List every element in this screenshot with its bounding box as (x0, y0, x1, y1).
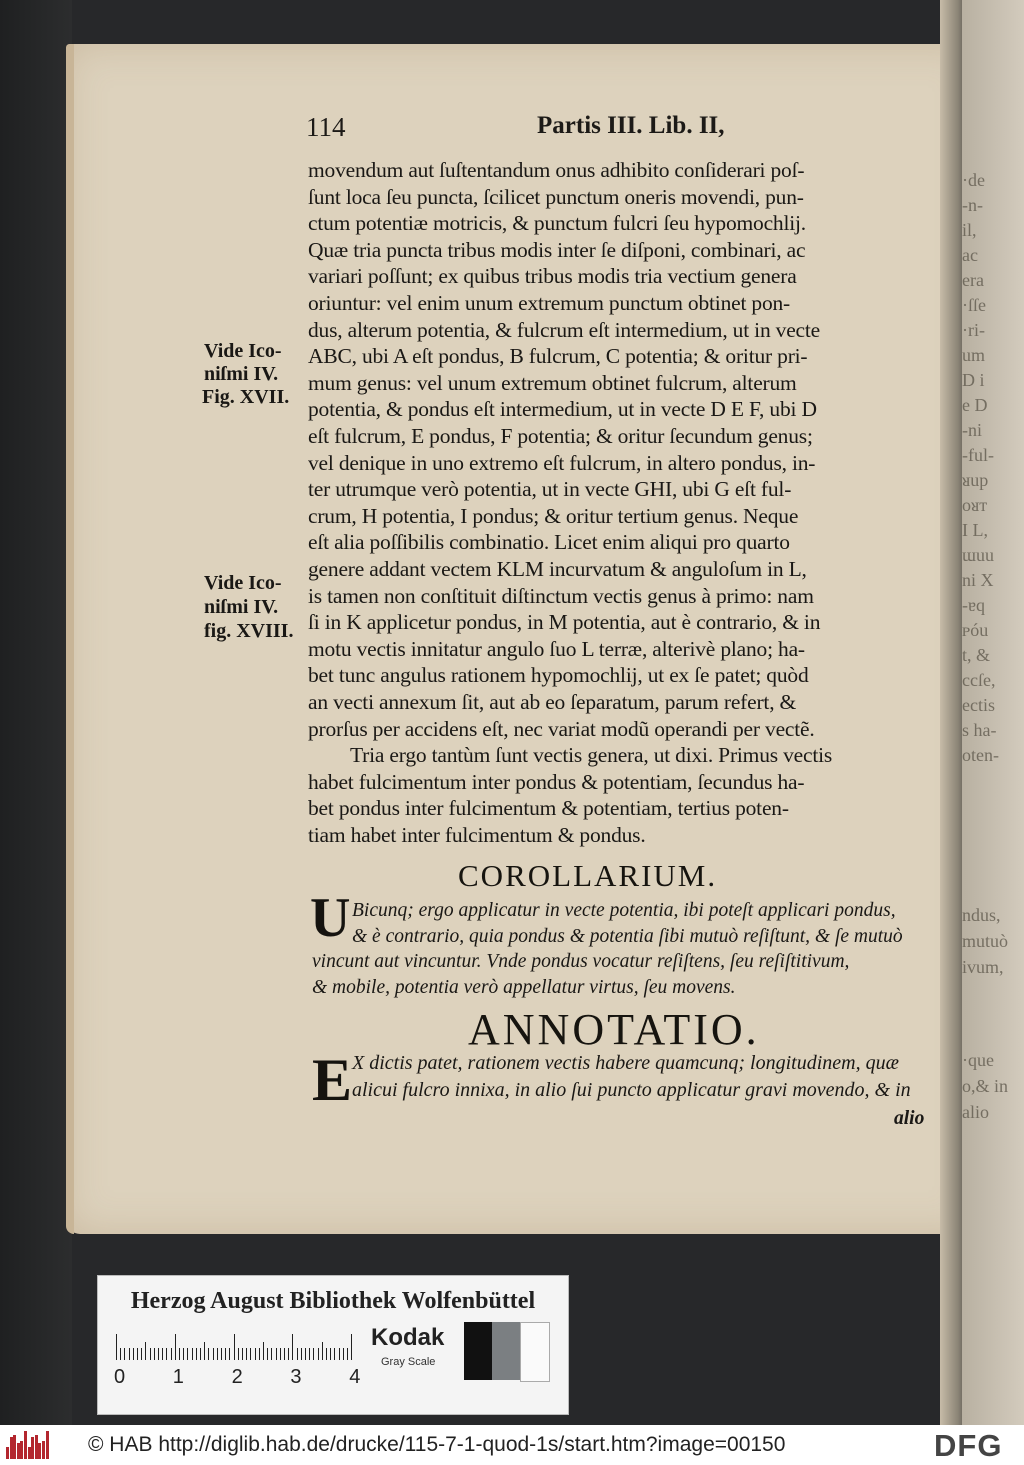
ruler-tick (347, 1348, 348, 1360)
ruler-tick (238, 1348, 239, 1360)
ruler-tick (171, 1348, 172, 1360)
logo-bar (28, 1447, 31, 1459)
bleed-fragment: ·de (962, 170, 985, 190)
bleed-fragment: s ha- (962, 720, 997, 740)
ruler-number: 0 (114, 1366, 126, 1388)
black-swatch (464, 1322, 492, 1380)
ruler-tick (162, 1348, 163, 1360)
ruler-tick (166, 1348, 167, 1360)
ruler-tick (276, 1348, 277, 1360)
ruler-tick (313, 1348, 314, 1360)
ruler-tick (234, 1334, 235, 1360)
body-line: mum genus: vel unum extremum obtinet fulcrum, alterum (308, 370, 797, 395)
body-line: an vecti annexum ſit, aut ab eo ſeparatum, parum refert, & (308, 690, 797, 714)
ruler-tick (120, 1348, 121, 1360)
bleed-fragment: il, (962, 220, 977, 240)
ruler-tick (158, 1348, 159, 1360)
ruler-tick (179, 1348, 180, 1360)
bleed-fragment: I L, (962, 520, 988, 540)
corollarium-heading: COROLLARIUM. (458, 858, 718, 893)
hab-logo-icon (6, 1431, 50, 1459)
kodak-logo: Kodak (371, 1324, 445, 1351)
corollarium-line: vincunt aut vincuntur. Vnde pondus vocatur reſiſtens, ſeu reſiſtitivum, (312, 951, 850, 972)
ruler-tick (129, 1348, 130, 1360)
bleed-fragment: ·ſſe (962, 295, 986, 315)
ruler-tick (297, 1348, 298, 1360)
gray-scale-text: Gray Scale (381, 1356, 436, 1368)
bleed-fragment: ivum, (962, 957, 1004, 977)
body-line: motu vectis innitatur angulo ſuo L terræ, alterivè plano; ha- (308, 636, 805, 661)
book-cover-shadow (0, 0, 72, 1425)
bleed-fragment: o,& in (962, 1076, 1009, 1096)
ruler-tick (309, 1348, 310, 1360)
ruler-tick (221, 1348, 222, 1360)
margin-note-line: Fig. XVII. (202, 386, 290, 408)
logo-bar (35, 1435, 38, 1459)
corollarium-drop-cap: U (310, 887, 351, 949)
logo-bar (46, 1431, 49, 1459)
logo-bar (42, 1441, 45, 1459)
ruler-tick (267, 1348, 268, 1360)
body-line: genere addant vectem KLM incurvatum & anguloſum in L, (308, 557, 807, 581)
annotatio-heading: ANNOTATIO. (468, 1005, 760, 1054)
body-line: tiam habet inter fulcimentum & pondus. (308, 823, 646, 847)
page-number: 114 (306, 112, 346, 142)
bleed-fragment: e D (962, 395, 988, 415)
ruler-tick (204, 1342, 205, 1360)
bleed-fragment: ac (962, 245, 978, 265)
ruler-tick (208, 1348, 209, 1360)
ruler-tick (339, 1348, 340, 1360)
ruler-tick (187, 1348, 188, 1360)
ruler-tick (196, 1348, 197, 1360)
ruler-tick (259, 1348, 260, 1360)
corollarium-line: & è contrario, quia pondus & potentia ſibi mutuò reſiſtunt, & ſe mutuò (352, 925, 903, 947)
annotatio-drop-cap: E (312, 1047, 353, 1113)
corollarium-line: & mobile, potentia verò appellatur virtus, ſeu movens. (312, 976, 736, 998)
bleed-fragment: ɯuu (962, 545, 995, 565)
ruler-tick (229, 1348, 230, 1360)
ruler-tick (330, 1348, 331, 1360)
margin-note-line: niſmi IV. (204, 596, 279, 618)
ruler-tick (246, 1348, 247, 1360)
ruler-tick (192, 1348, 193, 1360)
annotatio-line: alicui fulcro innixa, in alio ſui puncto applicatur gravi movendo, & in (352, 1079, 911, 1101)
bleed-fragment: t, & (962, 645, 991, 665)
bleed-fragment: ndus, (962, 905, 1001, 925)
logo-bar (38, 1443, 41, 1459)
body-line: crum, H potentia, I pondus; & oritur tertium genus. Neque (308, 503, 799, 528)
logo-bar (24, 1431, 27, 1459)
footer-bar (0, 1425, 1024, 1465)
bleed-fragment: -ni (962, 420, 982, 440)
ruler-tick (322, 1342, 323, 1360)
body-line: ſunt loca ſeu puncta, ſcilicet punctum oneris movendi, pun- (308, 184, 804, 209)
body-line: prorſus per accidens eſt, nec variat modũ operandi per vectẽ. (308, 716, 815, 741)
margin-note-line: fig. XVIII. (204, 620, 294, 642)
body-line: Tria ergo tantùm ſunt vectis genera, ut dixi. Primus vectis (350, 743, 833, 768)
ruler-tick (301, 1348, 302, 1360)
library-name: Herzog August Bibliothek Wolfenbüttel (130, 1288, 536, 1314)
body-line: eſt fulcrum, E pondus, F potentia; & oritur ſecundum genus; (308, 424, 813, 448)
bleed-fragment: ccſe, (962, 670, 996, 690)
ruler-tick (250, 1348, 251, 1360)
corollarium-line: Bicunq; ergo applicatur in vecte potentia, ibi poteſt applicari pondus, (352, 900, 896, 921)
annotatio-line: X dictis patet, rationem vectis habere quamcunq; longitudinem, quæ (352, 1052, 899, 1074)
ruler-tick (242, 1348, 243, 1360)
white-swatch (520, 1322, 550, 1382)
ruler-tick (183, 1348, 184, 1360)
ruler-number: 2 (231, 1366, 243, 1388)
dfg-logo: DFG (934, 1428, 1003, 1463)
library-color-calibration-label (97, 1275, 569, 1415)
body-line: is tamen non conſtituit diſtinctum vectis genus à primo: nam (308, 583, 814, 608)
body-line: ter utrumque verò potentia, ut in vecte GHI, ubi G eſt ful- (308, 477, 792, 502)
bleed-fragment: ᴚup (962, 470, 989, 490)
ruler-tick (263, 1342, 264, 1360)
margin-note-line: Vide Ico- (204, 572, 282, 594)
logo-bar (17, 1443, 20, 1459)
running-head: Partis III. Lib. II, (537, 112, 725, 139)
body-line: potentia, & pondus eſt intermedium, ut in vecte D E F, ubi D (308, 397, 817, 422)
ruler-tick (133, 1348, 134, 1360)
bleed-fragment: -n- (962, 195, 983, 215)
bleed-fragment: oten- (962, 745, 999, 765)
ruler-tick (255, 1348, 256, 1360)
body-line: bet pondus inter fulcimentum & potentiam, tertius poten- (308, 796, 789, 821)
bleed-fragment: ·que (962, 1050, 994, 1070)
ruler-tick (213, 1348, 214, 1360)
ruler-tick (334, 1348, 335, 1360)
ruler-tick (137, 1348, 138, 1360)
bleed-fragment: era (962, 270, 984, 290)
body-line: habet fulcimentum inter pondus & potentiam, ſecundus ha- (308, 769, 805, 794)
ruler-tick (288, 1348, 289, 1360)
margin-note-line: niſmi IV. (204, 363, 279, 385)
bleed-fragment: mutuò (962, 931, 1009, 951)
gray-swatch (492, 1322, 520, 1380)
bleed-fragment: um (962, 345, 986, 365)
body-line: Quæ tria puncta tribus modis inter ſe diſponi, combinari, ac (308, 237, 806, 262)
ruler-tick (124, 1348, 125, 1360)
ruler-tick (116, 1334, 117, 1360)
ruler-tick (141, 1348, 142, 1360)
ruler-tick (225, 1348, 226, 1360)
bleed-fragment: D i (962, 370, 985, 390)
body-line: oriuntur: vel enim unum extremum punctum obtinet pon- (308, 291, 791, 315)
bleed-fragment: ᴏᴚᴛ (962, 495, 988, 515)
logo-bar (6, 1447, 9, 1459)
ruler-tick (271, 1348, 272, 1360)
bleed-fragment: -ɐq (962, 595, 985, 615)
bleed-fragment: ·ri- (962, 320, 985, 340)
body-line: vel denique in uno extremo eſt fulcrum, in altero pondus, in- (308, 450, 816, 475)
footer-url-text[interactable]: © HAB http://diglib.hab.de/drucke/115-7-1-quod-1s/start.htm?image=00150 (88, 1433, 786, 1456)
catchword: alio (894, 1108, 925, 1129)
body-line: ABC, ubi A eſt pondus, B fulcrum, C potentia; & oritur pri- (308, 344, 808, 369)
ruler-number: 4 (349, 1366, 361, 1388)
ruler-tick (145, 1342, 146, 1360)
body-line: dus, alterum potentia, & fulcrum eſt intermedium, ut in vecte (308, 317, 821, 342)
bleed-fragment: ᴘóu (962, 620, 989, 640)
ruler-tick (175, 1334, 176, 1360)
ruler-tick (292, 1334, 293, 1360)
body-line: ctum potentiæ motricis, & punctum fulcri ſeu hypomochlij. (308, 211, 806, 236)
logo-bar (10, 1437, 13, 1459)
ruler-tick (217, 1348, 218, 1360)
ruler-number: 3 (290, 1366, 302, 1388)
bleed-fragment: -ful- (962, 445, 994, 465)
ruler-tick (305, 1348, 306, 1360)
ruler-tick (351, 1334, 352, 1360)
ruler-tick (284, 1348, 285, 1360)
ruler-number: 1 (172, 1366, 184, 1388)
bleed-fragment: ni X (962, 570, 994, 590)
ruler-tick (326, 1348, 327, 1360)
bleed-fragment: alio (962, 1102, 989, 1122)
ruler-tick (154, 1348, 155, 1360)
bleed-fragment: ectis (962, 695, 995, 715)
ruler-tick (280, 1348, 281, 1360)
margin-note-line: Vide Ico- (204, 340, 282, 362)
body-line: ſi in K applicetur pondus, in M potentia, aut è contrario, & in (308, 610, 821, 635)
logo-bar (31, 1437, 34, 1459)
body-line: bet tunc angulus rationem hypomochlij, ut ex ſe patet; quòd (308, 663, 809, 688)
page-edge (66, 44, 74, 1234)
ruler-tick (318, 1348, 319, 1360)
body-line: eſt alia poſſibilis combinatio. Licet enim aliqui pro quarto (308, 530, 790, 555)
ruler-tick (150, 1348, 151, 1360)
ruler-tick (343, 1348, 344, 1360)
body-line: variari poſſunt; ex quibus tribus modis tria vectium genera (308, 264, 797, 289)
body-line: movendum aut ſuſtentandum onus adhibito conſiderari poſ- (308, 158, 805, 182)
logo-bar (20, 1441, 23, 1459)
ruler-tick (200, 1348, 201, 1360)
logo-bar (13, 1435, 16, 1459)
